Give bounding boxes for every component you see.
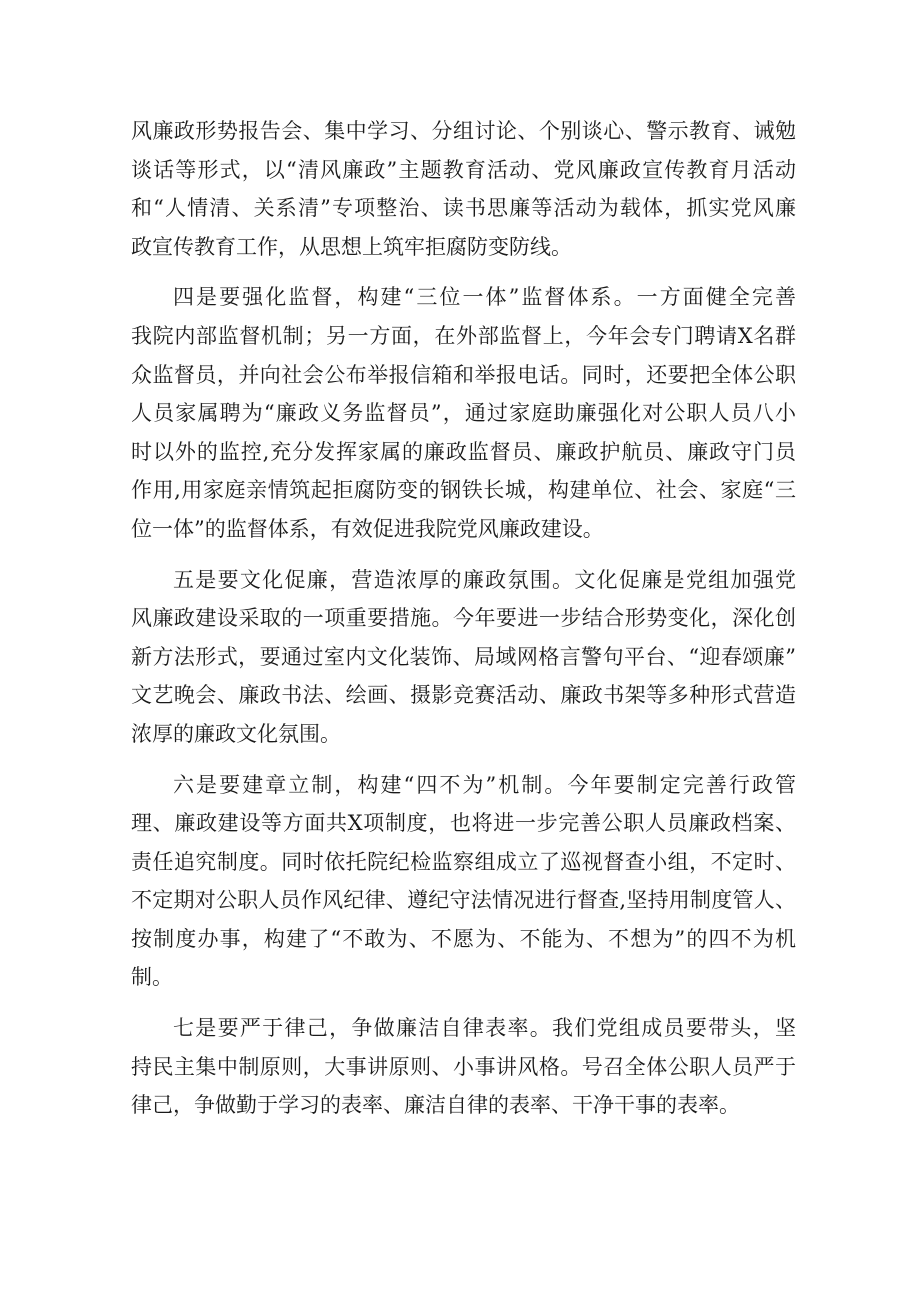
text-line: 众监督员，并向社会公布举报信箱和举报电话。同时，还要把全体公职: [131, 362, 796, 387]
paragraph-spacer: [131, 266, 796, 278]
text-line: 风廉政建设采取的一项重要措施。今年要进一步结合形势变化，深化创: [131, 606, 796, 631]
text-line: 六是要建章立制，构建“四不为”机制。今年要制定完善行政管: [173, 772, 796, 797]
text-line: 风廉政形势报告会、集中学习、分组讨论、个别谈心、警示教育、诫勉: [131, 119, 796, 143]
paragraph-spacer: [131, 754, 796, 766]
text-line: 浓厚的廉政文化氛围。: [131, 721, 341, 746]
text-line: 新方法形式，要通过室内文化装饰、局域网格言警句平台、“迎春颂廉”: [131, 644, 796, 669]
text-line: 和“人情清、关系清”专项整治、读书思廉等活动为载体，抓实党风廉: [131, 196, 796, 221]
text-line: 按制度办事，构建了“不敢为、不愿为、不能为、不想为”的四不为机: [131, 926, 796, 951]
text-line: 七是要严于律己，争做廉洁自律表率。我们党组成员要带头，坚: [173, 1016, 796, 1041]
text-line: 文艺晚会、廉政书法、绘画、摄影竞赛活动、廉政书架等多种形式营造: [131, 683, 796, 708]
text-line: 理、廉政建设等方面共X项制度，也将进一步完善公职人员廉政档案、: [131, 811, 796, 836]
text-line: 制。: [131, 965, 173, 990]
text-line: 时以外的监控,充分发挥家属的廉政监督员、廉政护航员、廉政守门员: [131, 439, 796, 464]
text-line: 责任追究制度。同时依托院纪检监察组成立了巡视督查小组，不定时、: [131, 849, 796, 874]
text-line: 我院内部监督机制；另一方面，在外部监督上，今年会专门聘请X名群: [131, 323, 796, 348]
paragraph-culture: [131, 561, 796, 754]
text-line: 不定期对公职人员作风纪律、遵纪守法情况进行督查,坚持用制度管人、: [131, 888, 796, 913]
text-line: 四是要强化监督，构建“三位一体”监督体系。一方面健全完善: [173, 285, 796, 310]
text-line: 作用,用家庭亲情筑起拒腐防变的钢铁长城，构建单位、社会、家庭“三: [131, 478, 796, 503]
text-line: 律己，争做勤于学习的表率、廉洁自律的表率、干净干事的表率。: [131, 1093, 740, 1118]
paragraph-spacer: [131, 549, 796, 561]
paragraph-supervision: [131, 278, 796, 548]
text-line: 谈话等形式，以“清风廉政”主题教育活动、党风廉政宣传教育月活动: [131, 157, 796, 182]
text-line: 五是要文化促廉，营造浓厚的廉政氛围。文化促廉是党组加强党: [173, 567, 796, 592]
text-line: 位一体”的监督体系，有效促进我院党风廉政建设。: [131, 516, 604, 541]
paragraph-opening: [131, 112, 796, 266]
document-body: [131, 112, 796, 1125]
text-line: 人员家属聘为“廉政义务监督员”，通过家庭助廉强化对公职人员八小: [131, 401, 796, 426]
text-line: 持民主集中制原则，大事讲原则、小事讲风格。号召全体公职人员严于: [131, 1054, 796, 1079]
text-line: 政宣传教育工作，从思想上筑牢拒腐防变防线。: [131, 234, 572, 259]
paragraph-spacer: [131, 997, 796, 1009]
paragraph-self-discipline: [131, 1009, 796, 1125]
paragraph-regulations: [131, 766, 796, 998]
